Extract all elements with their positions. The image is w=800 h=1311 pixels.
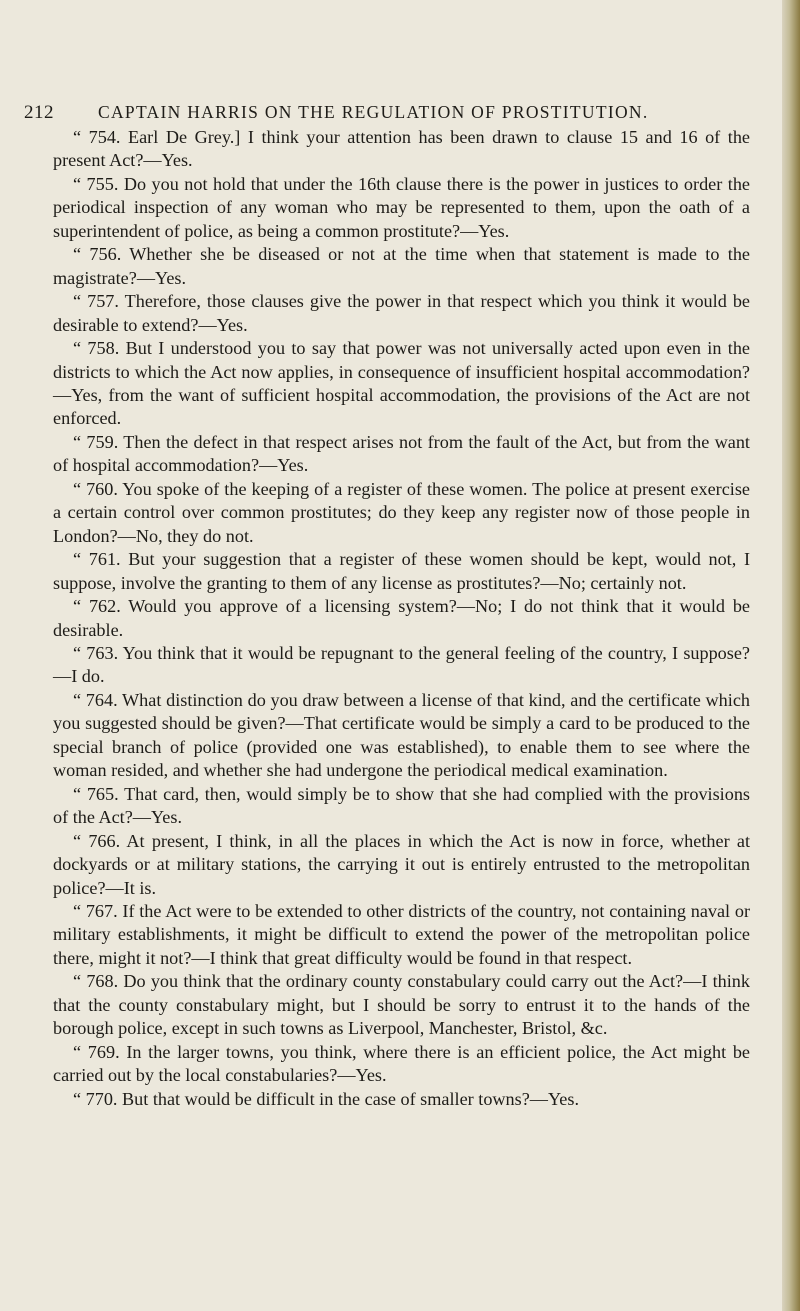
testimony-paragraph-764: “ 764. What distinction do you draw between a license of that kind, and the certificate which you suggested should be given?—That certificate would be simply a card to be produced to the special branch of police (provided one was established), to enable them to see where the woman resided, and whether she had undergone the periodical medical examination.	[53, 689, 750, 781]
testimony-paragraph-760: “ 760. You spoke of the keeping of a register of these women. The police at present exercise a certain control over common prostitutes; do they keep any register now of those people in London?—No, they do not.	[53, 478, 750, 546]
testimony-paragraph-767: “ 767. If the Act were to be extended to other districts of the country, not containing naval or military establishments, it might be difficult to extend the power of the metropolitan police there, might it not?—I think that great difficulty would be found in that respect.	[53, 900, 750, 968]
testimony-paragraph-754: “ 754. Earl De Grey.] I think your attention has been drawn to clause 15 and 16 of the present Act?—Yes.	[53, 127, 750, 171]
page-edge	[782, 0, 800, 1311]
page-header	[24, 102, 754, 124]
testimony-paragraph-769: “ 769. In the larger towns, you think, where there is an efficient police, the Act might be carried out by the local constabularies?—Yes.	[53, 1041, 750, 1086]
testimony-paragraph-756: “ 756. Whether she be diseased or not at the time when that statement is made to the magistrate?—Yes.	[53, 244, 750, 288]
running-title: CAPTAIN HARRIS ON THE REGULATION OF PROSTITUTION.	[98, 102, 649, 122]
testimony-paragraph-762: “ 762. Would you approve of a licensing system?—No; I do not think that it would be desirable.	[53, 596, 750, 640]
testimony-paragraph-768: “ 768. Do you think that the ordinary county constabulary could carry out the Act?—I think that the county constabulary might, but I should be sorry to entrust it to the hands of the borough police, except in such towns as Liverpool, Manchester, Bristol, &c.	[53, 971, 750, 1039]
testimony-paragraph-765: “ 765. That card, then, would simply be to show that she had complied with the provisions of the Act?—Yes.	[53, 783, 750, 828]
testimony-paragraph-759: “ 759. Then the defect in that respect arises not from the fault of the Act, but from the want of hospital accommodation?—Yes.	[53, 431, 750, 476]
testimony-paragraph-755: “ 755. Do you not hold that under the 16th clause there is the power in justices to order the periodical inspection of any woman who may be represented to them, upon the oath of a superintendent of police, as being a common prostitute?—Yes.	[53, 173, 750, 241]
testimony-paragraph-761: “ 761. But your suggestion that a register of these women should be kept, would not, I suppose, involve the granting to them of any license as prostitutes?—No; certainly not.	[53, 549, 750, 593]
testimony-paragraph-770: “ 770. But that would be difficult in the case of smaller towns?—Yes.	[73, 1088, 579, 1109]
testimony-body	[53, 126, 750, 1111]
testimony-paragraph-766: “ 766. At present, I think, in all the places in which the Act is now in force, whether at dockyards or at military stations, the carrying it out is entirely entrusted to the metropolitan police?—It is.	[53, 830, 750, 898]
testimony-paragraph-757: “ 757. Therefore, those clauses give the power in that respect which you think it would be desirable to extend?—Yes.	[53, 291, 750, 335]
testimony-paragraph-763: “ 763. You think that it would be repugnant to the general feeling of the country, I suppose?—I do.	[53, 642, 750, 687]
testimony-paragraph-758: “ 758. But I understood you to say that power was not universally acted upon even in the districts to which the Act now applies, in consequence of insufficient hospital accommodation?—Yes, from the want of sufficient hospital accommodation, the provisions of the Act are not enforced.	[53, 338, 750, 429]
page-number: 212	[24, 102, 54, 123]
